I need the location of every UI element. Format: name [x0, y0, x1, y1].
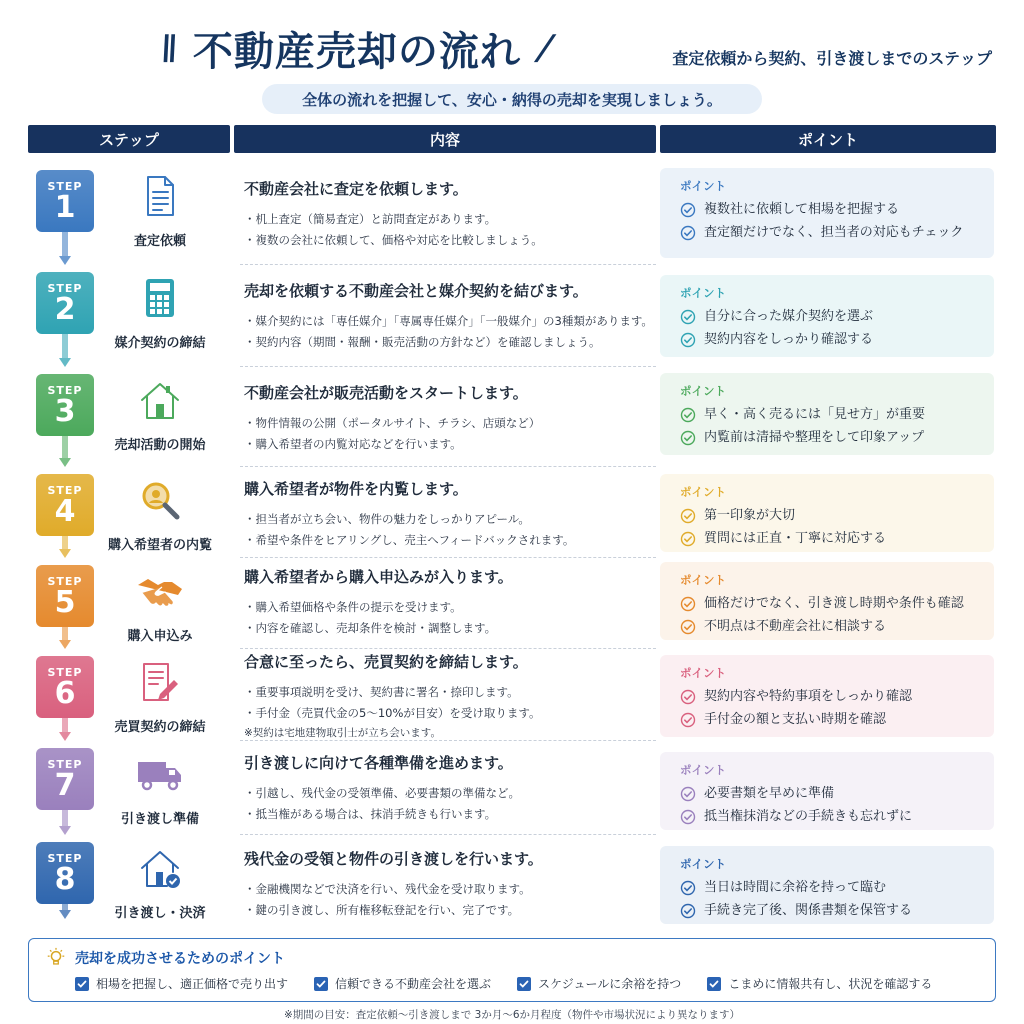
- step-detail-list: [244, 311, 656, 353]
- point-box: [660, 562, 994, 640]
- step-note: ※契約は宅地建物取引士が立ち会います。: [244, 727, 441, 739]
- point-item: [680, 426, 994, 449]
- point-box: [660, 752, 994, 830]
- point-text: 早く・高く売るには「見せ方」が重要: [704, 407, 926, 422]
- step-number: 7: [54, 767, 76, 803]
- summary-item-text: 相場を把握し、適正価格で売り出す: [96, 977, 289, 991]
- point-text: 内覧前は清掃や整理をして印象アップ: [704, 430, 925, 445]
- check-circle-icon: [680, 880, 696, 896]
- step-number: 1: [54, 189, 76, 225]
- point-label: ポイント: [680, 763, 726, 777]
- calculator-icon: [136, 276, 184, 320]
- step-detail-list: [244, 879, 656, 921]
- step-detail-item: ・内容を確認し、売却条件を検討・調整します。: [244, 621, 497, 635]
- tagline: 全体の流れを把握して、安心・納得の売却を実現しましょう。: [262, 84, 762, 114]
- step-title: 購入希望者が物件を内覧します。: [244, 480, 468, 498]
- point-item: [680, 527, 994, 550]
- step-title: 引き渡しに向けて各種準備を進めます。: [244, 754, 513, 772]
- step-content: [244, 280, 656, 353]
- point-item: [680, 685, 994, 708]
- summary-item-text: 信頼できる不動産会社を選ぶ: [335, 977, 492, 991]
- step-detail-item: ・複数の会社に依頼して、価格や対応を比較しましょう。: [244, 233, 543, 247]
- point-box: [660, 846, 994, 924]
- point-item: [680, 805, 994, 828]
- handshake-icon: [136, 569, 184, 613]
- point-label: ポイント: [680, 573, 726, 587]
- step-content: [244, 382, 656, 455]
- point-item: [680, 876, 994, 899]
- point-text: 自分に合った媒介契約を選ぶ: [704, 309, 874, 324]
- point-item: [680, 615, 994, 638]
- row-divider: [240, 264, 656, 265]
- step-title: 不動産会社が販売活動をスタートします。: [244, 384, 528, 402]
- point-text: 契約内容をしっかり確認する: [704, 332, 874, 347]
- step-number: 5: [54, 584, 76, 620]
- point-item: [680, 221, 994, 244]
- step-arrow-icon: [59, 904, 71, 919]
- step-number: 3: [54, 393, 76, 429]
- page-subtitle: 査定依頼から契約、引き渡しまでのステップ: [672, 49, 992, 68]
- step-badge-label: STEP: [47, 851, 83, 865]
- point-text: 複数社に依頼して相場を把握する: [704, 202, 900, 217]
- step-detail-list: [244, 597, 656, 639]
- point-item: [680, 305, 994, 328]
- check-circle-icon: [680, 596, 696, 612]
- summary-item: [314, 975, 491, 992]
- point-item: [680, 782, 994, 805]
- title-slash-right-icon: /: [531, 28, 553, 68]
- point-label: ポイント: [680, 384, 726, 398]
- page-header: [0, 0, 1024, 120]
- step-badge: [36, 272, 94, 334]
- title-slash-left-icon: \\: [152, 28, 181, 68]
- point-box: [660, 655, 994, 737]
- step-number: 4: [54, 493, 76, 529]
- summary-item-text: こまめに情報共有し、状況を確認する: [728, 977, 933, 991]
- step-name: 売買契約の締結: [114, 720, 206, 735]
- step-content: [244, 566, 656, 639]
- step-title: 残代金の受領と物件の引き渡しを行います。: [244, 850, 543, 868]
- step-badge-label: STEP: [47, 383, 83, 397]
- step-content: [244, 478, 656, 551]
- point-text: 抵当権抹消などの手続きも忘れずに: [704, 809, 913, 824]
- summary-box: [28, 938, 996, 1002]
- point-item: [680, 403, 994, 426]
- check-circle-icon: [680, 903, 696, 919]
- point-text: 価格だけでなく、引き渡し時期や条件も確認: [704, 596, 964, 611]
- step-detail-item: ・購入希望者の内覧対応などを行います。: [244, 437, 462, 451]
- step-detail-item: ・希望や条件をヒアリングし、売主へフィードバックされます。: [244, 533, 575, 547]
- point-text: 不明点は不動産会社に相談する: [704, 619, 887, 634]
- step-title: 不動産会社に査定を依頼します。: [244, 180, 468, 198]
- check-circle-icon: [680, 202, 696, 218]
- house-check-icon: [136, 846, 184, 890]
- row-divider: [240, 366, 656, 367]
- step-detail-list: [244, 509, 656, 551]
- step-detail-list: [244, 783, 656, 825]
- step-arrow-icon: [59, 334, 71, 367]
- step-badge: [36, 374, 94, 436]
- footnote: ※期間の目安：査定依頼〜引き渡しまで 3か月〜6か月程度（物件や市場状況により異なります）: [284, 1009, 740, 1021]
- point-box: [660, 373, 994, 455]
- step-detail-list: [244, 413, 656, 455]
- check-circle-icon: [680, 407, 696, 423]
- step-number: 2: [54, 291, 76, 327]
- document-icon: [136, 174, 184, 218]
- point-text: 当日は時間に余裕を持って臨む: [704, 880, 887, 895]
- row-divider: [240, 466, 656, 467]
- column-header-step: ステップ: [28, 125, 230, 153]
- step-detail-item: ・購入希望価格や条件の提示を受けます。: [244, 600, 462, 614]
- check-circle-icon: [680, 689, 696, 705]
- step-number: 8: [54, 861, 76, 897]
- summary-item: [75, 975, 288, 992]
- column-header-content: 内容: [234, 125, 656, 153]
- step-detail-item: ・手付金（売買代金の5〜10%が目安）を受け取ります。: [244, 706, 541, 720]
- point-item: [680, 328, 994, 351]
- step-name: 引き渡し準備: [120, 812, 199, 827]
- point-item: [680, 592, 994, 615]
- step-content: [244, 752, 656, 825]
- check-circle-icon: [680, 619, 696, 635]
- step-detail-item: ・鍵の引き渡し、所有権移転登記を行い、完了です。: [244, 903, 520, 917]
- row-divider: [240, 648, 656, 649]
- step-title: 購入希望者から購入申込みが入ります。: [244, 568, 513, 586]
- step-badge: [36, 656, 94, 718]
- step-arrow-icon: [59, 718, 71, 741]
- point-text: 質問には正直・丁寧に対応する: [704, 531, 887, 546]
- step-content: [244, 651, 656, 742]
- point-text: 契約内容や特約事項をしっかり確認: [704, 689, 913, 704]
- check-circle-icon: [680, 531, 696, 547]
- house-icon: [136, 378, 184, 422]
- step-detail-item: ・引越し、残代金の受領準備、必要書類の準備など。: [244, 786, 520, 800]
- point-text: 必要書類を早めに準備: [704, 786, 835, 801]
- point-text: 手付金の額と支払い時期を確認: [704, 712, 887, 727]
- step-badge-label: STEP: [47, 281, 83, 295]
- row-divider: [240, 740, 656, 741]
- check-circle-icon: [680, 309, 696, 325]
- step-badge: [36, 842, 94, 904]
- row-divider: [240, 557, 656, 558]
- step-title: 合意に至ったら、売買契約を締結します。: [244, 653, 528, 671]
- step-arrow-icon: [59, 536, 71, 558]
- step-detail-list: [244, 209, 656, 251]
- point-item: [680, 899, 994, 922]
- step-detail-item: ・抵当権がある場合は、抹消手続きも行います。: [244, 807, 497, 821]
- step-title: 売却を依頼する不動産会社と媒介契約を結びます。: [244, 282, 588, 300]
- point-text: 手続き完了後、関係書類を保管する: [704, 903, 913, 918]
- step-name: 媒介契約の締結: [114, 336, 206, 351]
- step-badge: [36, 565, 94, 627]
- checkbox-checked-icon: [314, 977, 328, 991]
- point-box: [660, 275, 994, 357]
- point-item: [680, 708, 994, 731]
- check-circle-icon: [680, 332, 696, 348]
- step-number: 6: [54, 675, 76, 711]
- step-name: 引き渡し・決済: [114, 906, 206, 921]
- step-name: 購入申込み: [127, 629, 193, 644]
- step-arrow-icon: [59, 810, 71, 835]
- step-arrow-icon: [59, 232, 71, 265]
- checkbox-checked-icon: [517, 977, 531, 991]
- check-circle-icon: [680, 430, 696, 446]
- step-content: [244, 848, 656, 921]
- step-detail-item: ・金融機関などで決済を行い、残代金を受け取ります。: [244, 882, 531, 896]
- title-area: [152, 18, 553, 78]
- step-detail-item: ・媒介契約には「専任媒介」「専属専任媒介」「一般媒介」の3種類があります。: [244, 314, 653, 328]
- check-circle-icon: [680, 712, 696, 728]
- check-circle-icon: [680, 786, 696, 802]
- check-circle-icon: [680, 225, 696, 241]
- row-divider: [240, 834, 656, 835]
- step-content: [244, 178, 656, 251]
- step-badge-label: STEP: [47, 179, 83, 193]
- step-badge-label: STEP: [47, 665, 83, 679]
- summary-item-text: スケジュールに余裕を持つ: [538, 977, 682, 991]
- point-label: ポイント: [680, 286, 726, 300]
- check-circle-icon: [680, 809, 696, 825]
- step-detail-item: ・物件情報の公開（ポータルサイト、チラシ、店頭など）: [244, 416, 541, 430]
- check-circle-icon: [680, 508, 696, 524]
- checkbox-checked-icon: [707, 977, 721, 991]
- step-badge-label: STEP: [47, 483, 83, 497]
- step-badge: [36, 748, 94, 810]
- point-label: ポイント: [680, 485, 726, 499]
- step-arrow-icon: [59, 436, 71, 467]
- magnifier-icon: [136, 478, 184, 522]
- truck-icon: [136, 752, 184, 796]
- point-label: ポイント: [680, 857, 726, 871]
- step-arrow-icon: [59, 627, 71, 649]
- step-badge: [36, 170, 94, 232]
- point-box: [660, 168, 994, 258]
- page-title: 不動産売却の流れ: [192, 28, 521, 75]
- point-box: [660, 474, 994, 552]
- point-label: ポイント: [680, 666, 726, 680]
- column-header-point: ポイント: [660, 125, 996, 153]
- summary-title: 売却を成功させるためのポイント: [75, 951, 285, 967]
- point-text: 査定額だけでなく、担当者の対応もチェック: [704, 225, 964, 240]
- lightbulb-icon: [45, 947, 67, 969]
- summary-item: [517, 975, 681, 992]
- step-detail-item: ・重要事項説明を受け、契約書に署名・捺印します。: [244, 685, 519, 699]
- checkbox-checked-icon: [75, 977, 89, 991]
- step-name: 購入希望者の内覧: [107, 538, 212, 553]
- step-name: 売却活動の開始: [114, 438, 206, 453]
- point-text: 第一印象が大切: [704, 508, 796, 523]
- step-detail-list: [244, 682, 656, 742]
- step-detail-item: ・机上査定（簡易査定）と訪問査定があります。: [244, 212, 497, 226]
- step-badge-label: STEP: [47, 574, 83, 588]
- point-label: ポイント: [680, 179, 726, 193]
- contract-icon: [136, 660, 184, 704]
- summary-item: [707, 975, 932, 992]
- summary-items: [75, 975, 932, 992]
- step-detail-item: ・担当者が立ち会い、物件の魅力をしっかりアピール。: [244, 512, 530, 526]
- point-item: [680, 198, 994, 221]
- step-badge-label: STEP: [47, 757, 83, 771]
- step-badge: [36, 474, 94, 536]
- summary-title-area: [45, 947, 285, 969]
- step-detail-item: ・契約内容（期間・報酬・販売活動の方針など）を確認しましょう。: [244, 335, 601, 349]
- point-item: [680, 504, 994, 527]
- step-name: 査定依頼: [133, 234, 186, 249]
